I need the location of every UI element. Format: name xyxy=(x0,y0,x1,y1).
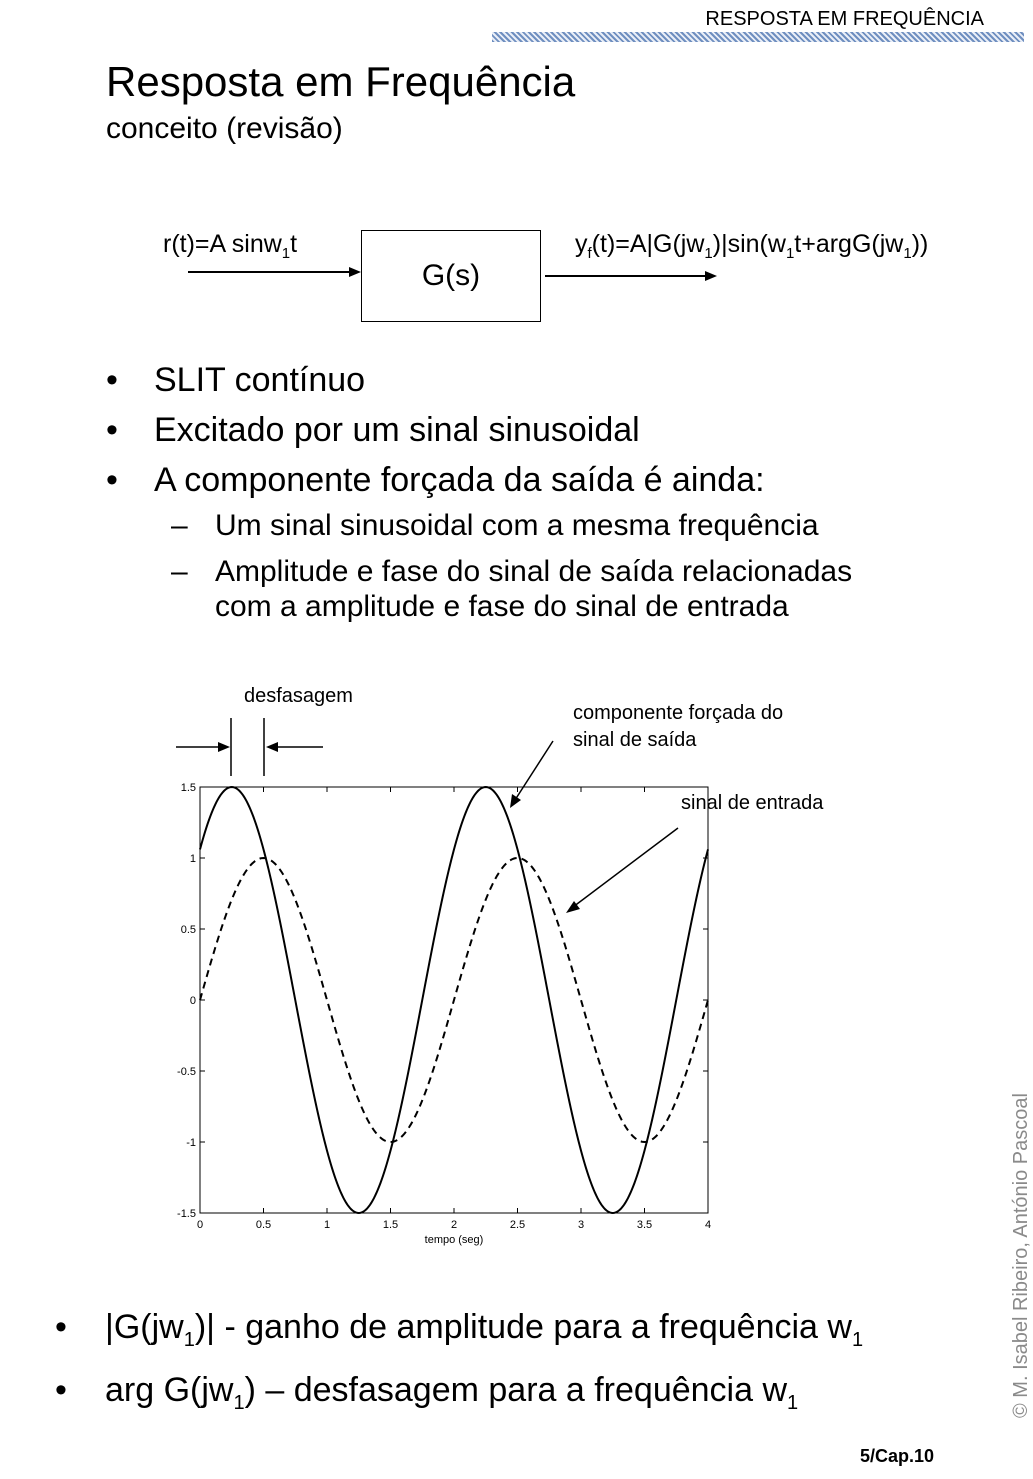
text-run: ) – desfasagem para a frequência w xyxy=(244,1370,788,1409)
y-tick-label: 0.5 xyxy=(180,924,196,936)
x-tick-label: 0.5 xyxy=(255,1219,272,1231)
subscript: 1 xyxy=(785,245,795,262)
text-run: t+argG(jw xyxy=(794,230,904,258)
phase-shift-label: desfasagem xyxy=(244,685,353,707)
x-tick-label: 1 xyxy=(323,1219,331,1231)
y-tick-label: 1 xyxy=(189,853,196,865)
block-label: G(s) xyxy=(421,259,481,292)
bullet-item: • Excitado por um sinal sinusoidal xyxy=(106,405,765,455)
subscript: 1 xyxy=(851,1328,864,1351)
input-signal-label: r(t)=A sinw$_1$t xyxy=(163,230,298,262)
x-tick-label: 4 xyxy=(704,1219,712,1231)
copyright-text: © M. Isabel Ribeiro, António Pascoal xyxy=(1010,1093,1032,1418)
y-tick-label: 1.5 xyxy=(180,782,196,794)
forced-output-label: componente forçada do sinal de saída xyxy=(573,702,784,751)
text-run: arg G(jw xyxy=(105,1370,234,1409)
sub-bullet-item: – Amplitude e fase do sinal de saída relacionadas com a amplitude e fase do sinal de entrada xyxy=(171,554,852,624)
subscript: f xyxy=(587,245,592,262)
bottom-bullet-item xyxy=(55,1365,863,1428)
x-tick-label: 0 xyxy=(196,1219,204,1231)
y-tick-label: -1.5 xyxy=(177,1208,196,1220)
x-tick-label: 1.5 xyxy=(382,1219,399,1231)
text-run: |G(jw xyxy=(105,1308,184,1346)
x-tick-label: 3.5 xyxy=(636,1219,653,1231)
sub-bullet-item: – Um sinal sinusoidal com a mesma frequência xyxy=(171,508,852,543)
text-run: )| - ganho de amplitude para a frequência w xyxy=(194,1308,852,1346)
input-signal-annotation: sinal de entrada xyxy=(681,792,824,814)
bottom-bullet-item xyxy=(55,1302,863,1365)
y-tick-label: 0 xyxy=(189,995,196,1007)
x-tick-label: 3 xyxy=(577,1219,585,1231)
section-header: RESPOSTA EM FREQUÊNCIA xyxy=(705,8,984,30)
text-run: )|sin(w xyxy=(712,230,786,258)
y-tick-label: -1 xyxy=(186,1137,196,1149)
subscript: 1 xyxy=(183,1328,195,1351)
text-run: (t)=A|G(jw xyxy=(591,230,705,258)
slide-title: Resposta em Frequência xyxy=(106,58,576,105)
subscript: 1 xyxy=(903,245,912,262)
bottom-bullet-list xyxy=(55,1302,863,1428)
x-tick-label: 2.5 xyxy=(509,1219,526,1231)
x-tick-label: 2 xyxy=(450,1219,458,1231)
text-run: y xyxy=(575,230,588,258)
subscript: 1 xyxy=(233,1391,245,1414)
text-run: )) xyxy=(911,230,929,258)
subscript: 1 xyxy=(787,1391,799,1414)
subscript: 1 xyxy=(704,245,713,262)
page-number: 5/Cap.10 xyxy=(860,1446,935,1466)
bullet-item: • A componente forçada da saída é ainda: xyxy=(106,455,765,505)
y-tick-label: -0.5 xyxy=(177,1066,196,1078)
slide-subtitle: conceito (revisão) xyxy=(106,112,343,145)
x-axis-label: tempo (seg) xyxy=(424,1234,484,1246)
bullet-item: • SLIT contínuo xyxy=(106,355,765,405)
